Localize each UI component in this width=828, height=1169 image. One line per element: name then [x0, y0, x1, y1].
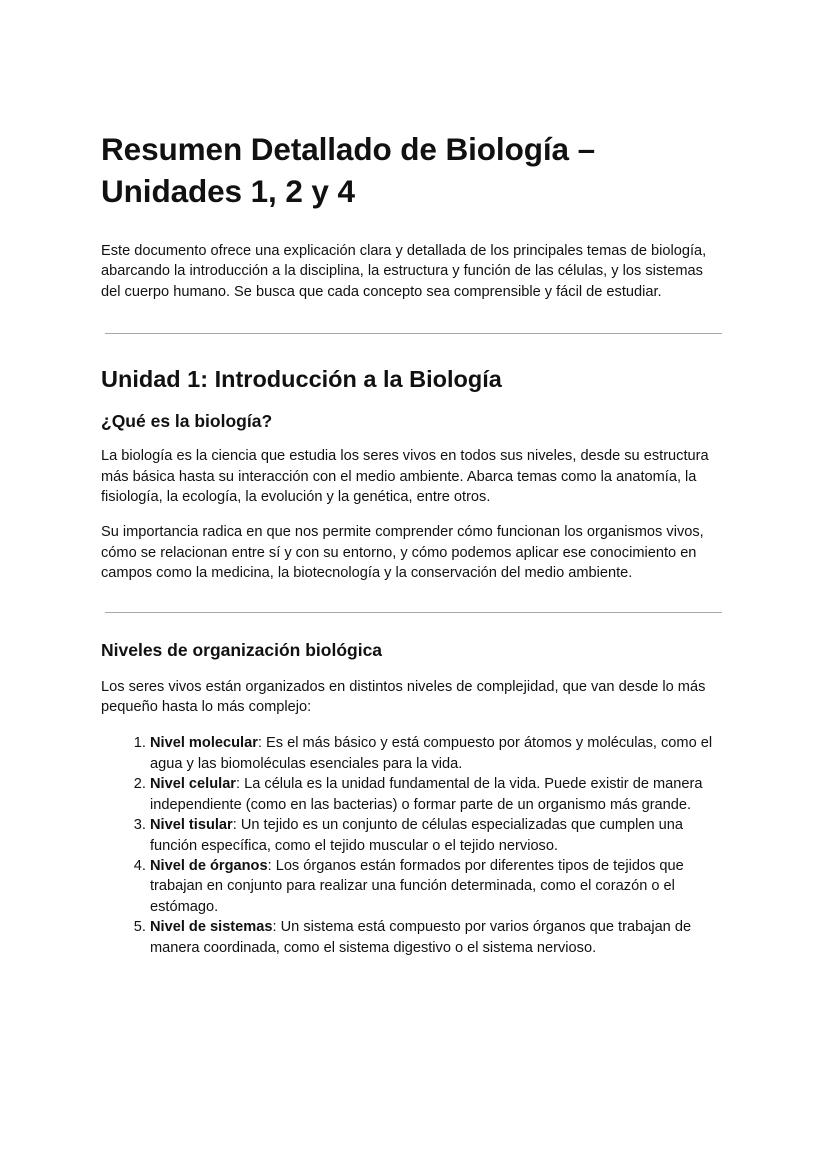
list-item [150, 733, 726, 774]
list-item [150, 774, 726, 815]
list-item-term: Nivel celular [150, 776, 236, 793]
intro-paragraph: Este documento ofrece una explicación clara y detallada de los principales temas de biología, abarcando la introducción a la disciplina, la estructura y función de las células, y los sistemas del cuerpo humano. Se busca que cada concepto sea comprensible y fácil de estudiar. [101, 243, 707, 300]
list-item-term: Nivel de sistemas [150, 919, 273, 936]
biology-definition-paragraph: La biología es la ciencia que estudia los seres vivos en todos sus niveles, desde su estructura más básica hasta su interacción con el medio ambiente. Abarca temas como la anatomía, la fisiología, la ecología, la evolución y la genética, entre otros. [101, 448, 709, 506]
list-item [150, 917, 726, 958]
unit-1-heading: Unidad 1: Introducción a la Biología [101, 366, 502, 393]
organization-levels-list [101, 733, 726, 957]
list-item-term: Nivel de órganos [150, 857, 268, 874]
divider [105, 333, 722, 334]
document-content [101, 128, 726, 958]
biology-importance-paragraph: Su importancia radica en que nos permite comprender cómo funcionan los organismos vivos, cómo se relacionan entre sí y con su entorno, y cómo podemos aplicar ese conocimiento en campos como la medicina, la biotecnología y la conservación del medio ambiente. [101, 524, 704, 582]
document-title: Resumen Detallado de Biología – Unidades 1, 2 y 4 [101, 131, 596, 209]
what-is-biology-heading: ¿Qué es la biología? [101, 411, 273, 432]
list-item [150, 815, 726, 856]
organization-levels-heading: Niveles de organización biológica [101, 639, 383, 660]
organization-levels-intro: Los seres vivos están organizados en distintos niveles de complejidad, que van desde lo más pequeño hasta lo más complejo: [101, 678, 706, 716]
divider [105, 612, 722, 613]
list-item-text: : Un sistema está compuesto por varios órganos que trabajan de manera coordinada, como el sistema digestivo o el sistema nervioso. [150, 919, 692, 956]
list-item-term: Nivel molecular [150, 735, 258, 752]
list-item-text: : Es el más básico y está compuesto por átomos y moléculas, como el agua y las biomoléculas esenciales para la vida. [150, 735, 713, 772]
list-item-term: Nivel tisular [150, 817, 233, 834]
list-item-text: : La célula es la unidad fundamental de la vida. Puede existir de manera independiente (como en las bacterias) o formar parte de un organismo más grande. [150, 776, 703, 813]
list-item-text: : Los órganos están formados por diferentes tipos de tejidos que trabajan en conjunto para realizar una función determinada, como el corazón o el estómago. [150, 857, 684, 915]
list-item-text: : Un tejido es un conjunto de células especializadas que cumplen una función específica, como el tejido muscular o el tejido nervioso. [150, 817, 684, 854]
list-item [150, 856, 726, 917]
